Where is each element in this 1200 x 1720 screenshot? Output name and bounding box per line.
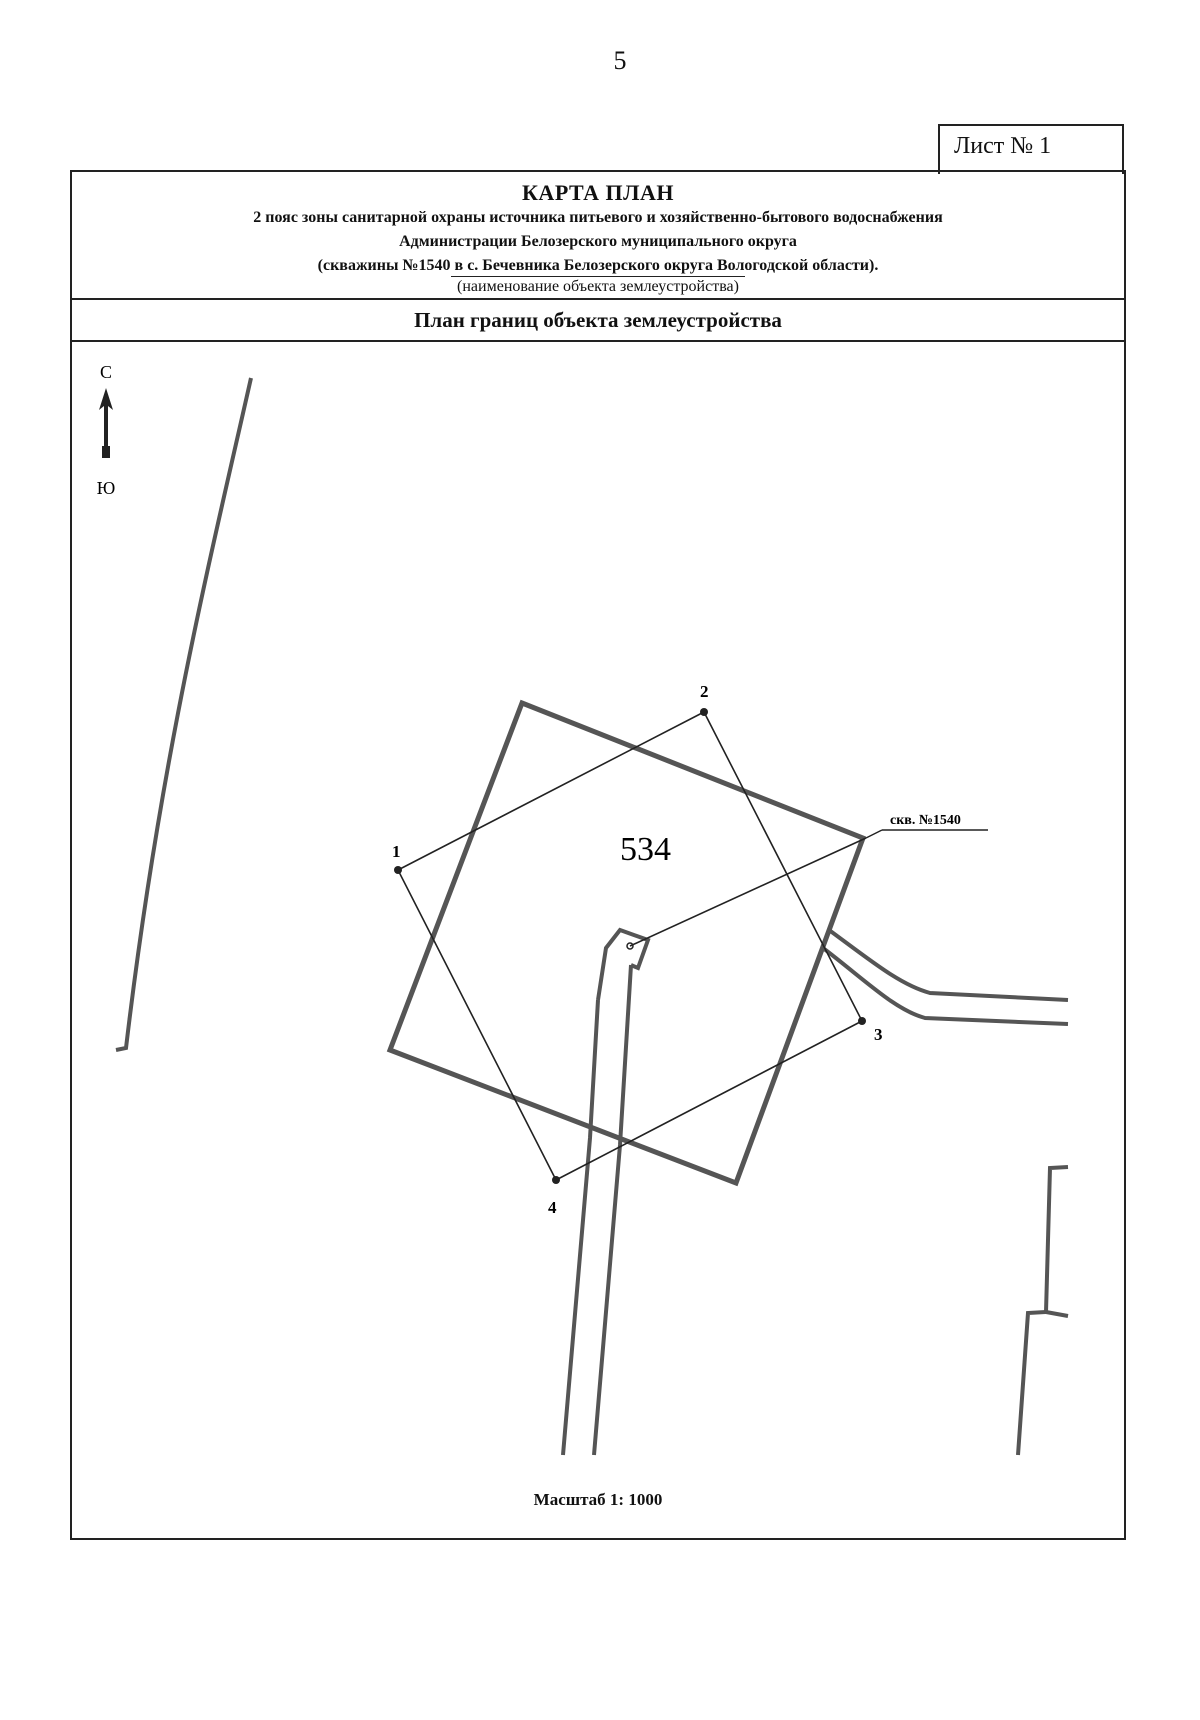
left-boundary-line bbox=[116, 378, 251, 1050]
parcel-534-boundary bbox=[390, 703, 863, 1183]
plan-subtitle: План границ объекта землеустройства bbox=[72, 300, 1124, 342]
right-boundary-line bbox=[1018, 1167, 1068, 1455]
vertex-2-marker bbox=[700, 708, 708, 716]
vertex-1-label: 1 bbox=[392, 842, 401, 861]
access-road-right-edge bbox=[594, 965, 631, 1455]
vertex-3-marker bbox=[858, 1017, 866, 1025]
compass bbox=[97, 362, 116, 498]
road-edge-lower bbox=[823, 948, 1068, 1024]
map-title: КАРТА ПЛАН bbox=[521, 180, 675, 205]
vertex-1-marker bbox=[394, 866, 402, 874]
access-road-left-edge bbox=[563, 1000, 598, 1455]
parcel-number-label: 534 bbox=[620, 831, 671, 868]
north-arrow-tail bbox=[102, 446, 110, 458]
object-caption: (наименование объекта землеустройства) bbox=[451, 276, 745, 297]
header-line-2: Администрации Белозерского муниципального округа bbox=[399, 233, 797, 250]
sheet-label: Лист № 1 bbox=[938, 124, 1124, 174]
right-boundary-spur bbox=[1046, 1312, 1068, 1316]
vertex-3-label: 3 bbox=[874, 1025, 883, 1044]
scale-label: Масштаб 1: 1000 bbox=[533, 1490, 663, 1509]
vertex-4-marker bbox=[552, 1176, 560, 1184]
north-arrow-icon bbox=[99, 388, 113, 452]
header-line-1: 2 пояс зоны санитарной охраны источника питьевого и хозяйственно-бытового водоснабжения bbox=[253, 209, 943, 226]
well-callout-leader bbox=[866, 830, 882, 838]
compass-south-label: Ю bbox=[96, 478, 116, 498]
page-number: 5 bbox=[613, 46, 627, 75]
road-edge-upper bbox=[829, 930, 1068, 1000]
well-label: скв. №1540 bbox=[890, 813, 961, 828]
header-line-3: (скважины №1540 в с. Бечевника Белозерского округа Вологодской области). bbox=[317, 257, 879, 274]
vertex-4-label: 4 bbox=[548, 1198, 557, 1217]
vertex-2-label: 2 bbox=[700, 682, 709, 701]
compass-north-label: С bbox=[99, 362, 113, 382]
